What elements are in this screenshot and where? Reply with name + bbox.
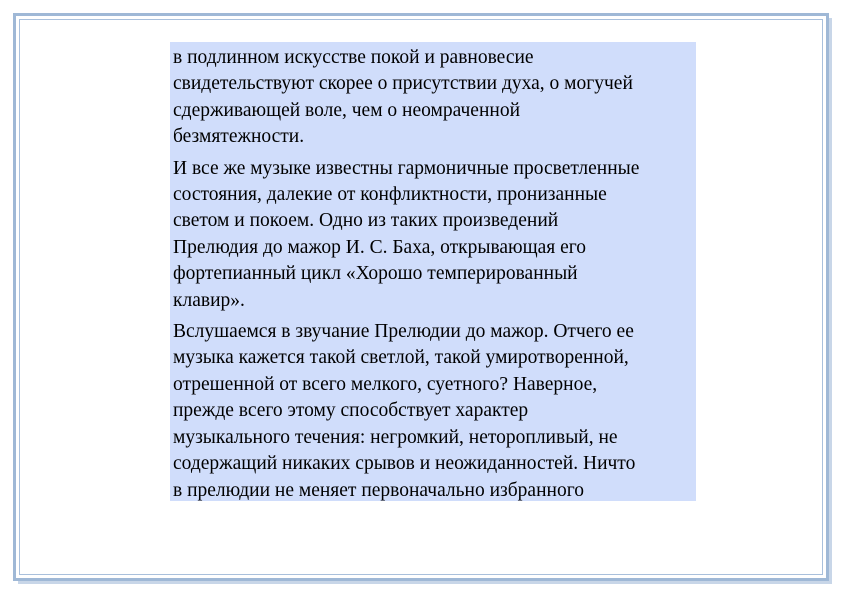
frame-shadow-right bbox=[829, 18, 832, 583]
text-line: И все же музыке известны гармоничные просветленные bbox=[173, 157, 640, 179]
paragraph-1 bbox=[173, 45, 690, 151]
text-line: Прелюдия до мажор И. С. Баха, открывающая его bbox=[173, 236, 587, 258]
text-line: содержащий никаких срывов и неожиданностей. Ничто bbox=[173, 453, 636, 475]
text-line: музыкального течения: негромкий, неторопливый, не bbox=[173, 426, 618, 448]
text-line: безмятежности. bbox=[173, 126, 305, 148]
frame-shadow-bottom bbox=[18, 581, 832, 584]
text-line: отрешенной от всего мелкого, суетного? Наверное, bbox=[173, 373, 598, 395]
text-line: Вслушаемся в звучание Прелюдии до мажор. Отчего ее bbox=[173, 321, 634, 343]
text-line: музыка кажется такой светлой, такой умиротворенной, bbox=[173, 347, 629, 369]
paragraph-3 bbox=[173, 319, 690, 501]
text-line: клавир». bbox=[173, 289, 245, 311]
text-line: в прелюдии не меняет первоначально избранного bbox=[173, 479, 584, 501]
text-line: фортепианный цикл «Хорошо темперированный bbox=[173, 263, 578, 285]
text-line: светом и покоем. Одно из таких произведений bbox=[173, 210, 559, 232]
text-line: свидетельствуют скорее о присутствии духа, о могучей bbox=[173, 73, 633, 95]
text-line: прежде всего этому способствует характер bbox=[173, 400, 529, 422]
text-line: в подлинном искусстве покой и равновесие bbox=[173, 47, 534, 68]
text-box bbox=[170, 42, 696, 501]
text-line: сдерживающей воле, чем о неомраченной bbox=[173, 99, 521, 121]
text-line: состояния, далекие от конфликтности, пронизанные bbox=[173, 184, 607, 206]
paragraph-2 bbox=[173, 156, 690, 314]
